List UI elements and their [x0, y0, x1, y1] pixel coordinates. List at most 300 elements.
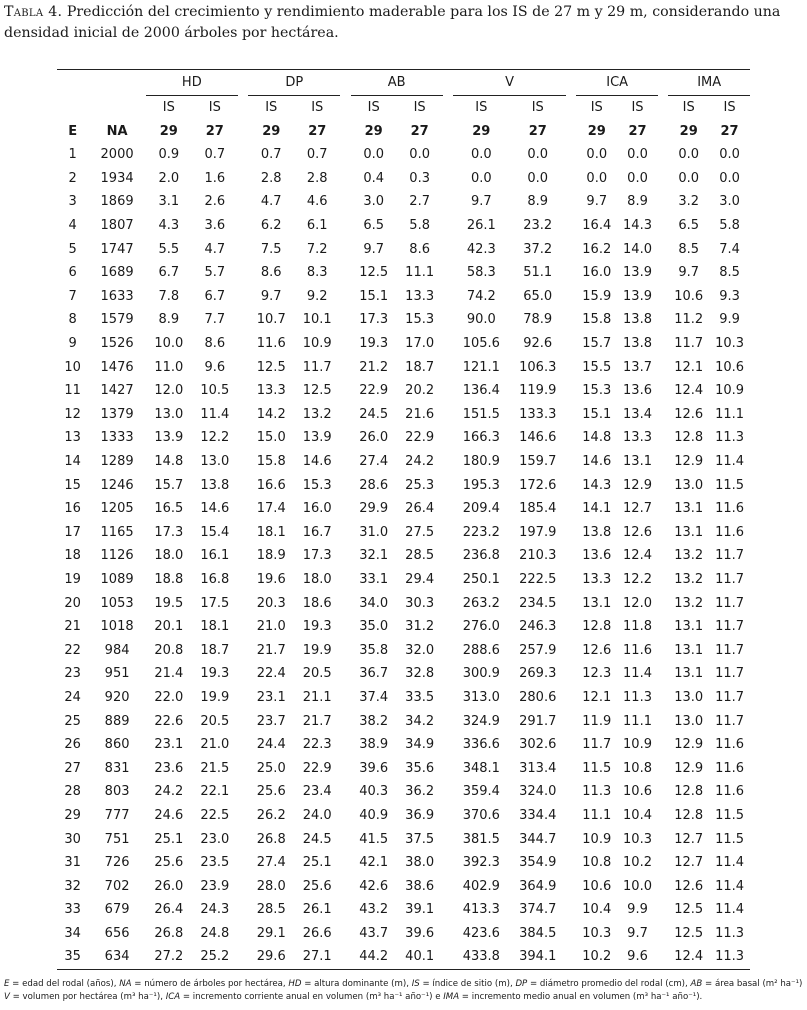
footnote-abbr: IMA	[443, 992, 460, 1002]
table-cell: 195.3	[462, 477, 500, 493]
table-cell: 6.5	[678, 218, 700, 234]
table-cell: 9.9	[719, 312, 740, 328]
gap-cell	[238, 237, 248, 261]
table-cell: 354.9	[519, 855, 557, 871]
table-cell: 5.8	[409, 218, 430, 234]
table-cell: 10.0	[154, 336, 184, 352]
gap-cell	[658, 426, 668, 450]
table-cell: 12.6	[582, 642, 612, 658]
table-cell: 21.2	[359, 359, 389, 375]
gap-cell	[238, 308, 248, 332]
table-cell: 22	[64, 642, 81, 658]
table-cell: 12.9	[674, 737, 704, 753]
gap-cell	[658, 96, 668, 120]
table-cell: 10.9	[623, 737, 652, 753]
table-cell: 394.1	[510, 945, 566, 969]
table-cell: 0.0	[586, 170, 608, 186]
gap-cell	[658, 898, 668, 922]
table-cell: 751	[104, 831, 130, 847]
table-cell: 16.2	[582, 241, 612, 257]
table-cell: 21.4	[154, 666, 184, 682]
gap-cell	[340, 686, 350, 710]
gap-cell	[238, 662, 248, 686]
table-cell: 11.1	[623, 713, 652, 729]
table-cell: 7.7	[204, 312, 226, 328]
gap-cell	[443, 709, 453, 733]
table-cell: 313.4	[519, 760, 557, 776]
table-cell: 6.2	[260, 218, 282, 234]
table-cell: 8.3	[306, 265, 328, 281]
table-row	[57, 332, 750, 356]
table-cell: 209.4	[462, 501, 500, 517]
table-cell: 21.7	[256, 642, 286, 658]
table-row	[57, 544, 750, 568]
is-value: 29	[587, 123, 606, 139]
table-cell: 23.0	[200, 831, 230, 847]
gap-cell	[238, 756, 248, 780]
is-value: 27	[528, 123, 547, 139]
footnote-text: = número de árboles por hectárea,	[131, 979, 289, 989]
gap-cell	[443, 379, 453, 403]
table-cell: 26.0	[359, 430, 389, 446]
gap-cell	[566, 355, 576, 379]
is-label: IS	[682, 100, 695, 115]
table-cell: 11.6	[715, 737, 745, 753]
table-cell: 15.8	[582, 312, 612, 328]
table-cell: 13.3	[405, 288, 435, 304]
table-cell: 16.5	[154, 501, 184, 517]
table-cell: 12.8	[674, 807, 704, 823]
table-cell: 19.3	[359, 336, 389, 352]
table-cell: 11.7	[674, 336, 704, 352]
gap-cell	[566, 214, 576, 238]
table-cell: 34.0	[359, 595, 389, 611]
table-cell: 14.1	[582, 501, 612, 517]
table-cell: 13.0	[674, 477, 704, 493]
table-cell: 374.7	[519, 902, 557, 918]
gap-cell	[238, 403, 248, 427]
table-cell: 119.9	[519, 383, 557, 399]
gap-cell	[238, 119, 248, 143]
table-cell: 12.6	[674, 406, 704, 422]
table-cell: 33.1	[359, 571, 389, 587]
table-cell: 13.9	[302, 430, 332, 446]
table-cell: 656	[104, 925, 130, 941]
gap-cell	[566, 898, 576, 922]
table-row	[57, 285, 750, 309]
table-cell: 14.6	[200, 501, 230, 517]
table-row	[57, 780, 750, 804]
is-label: IS	[475, 100, 488, 115]
gap-cell	[658, 332, 668, 356]
table-cell: 11.6	[715, 784, 745, 800]
table-cell: 384.5	[519, 925, 557, 941]
table-row	[57, 945, 750, 969]
table-cell: 42.6	[359, 878, 389, 894]
table-cell: 8.9	[627, 194, 648, 210]
table-cell: 4.7	[204, 241, 226, 257]
gap-cell	[238, 473, 248, 497]
gap-cell	[238, 426, 248, 450]
gap-cell	[566, 308, 576, 332]
table-cell: 19.6	[256, 571, 286, 587]
table-cell: 0.0	[527, 147, 549, 163]
table-cell: 11.8	[623, 619, 652, 635]
table-cell: 29.4	[405, 571, 435, 587]
table-cell: 18.7	[405, 359, 435, 375]
table-cell: 10.1	[302, 312, 332, 328]
table-cell: 276.0	[462, 619, 500, 635]
gap-cell	[443, 214, 453, 238]
table-cell: 9.7	[470, 194, 492, 210]
gap-cell	[566, 733, 576, 757]
table-cell: 1747	[100, 241, 134, 257]
table-cell: 10.6	[623, 784, 652, 800]
table-cell: 11.5	[715, 831, 745, 847]
table-row	[57, 568, 750, 592]
gap-cell	[658, 591, 668, 615]
table-cell: 392.3	[462, 855, 500, 871]
table-cell: 12.2	[200, 430, 230, 446]
gap-cell	[658, 261, 668, 285]
table-cell: 21	[64, 619, 81, 635]
gap-cell	[566, 261, 576, 285]
gap-cell	[238, 261, 248, 285]
table-cell: 1289	[100, 454, 134, 470]
table-cell: 348.1	[462, 760, 500, 776]
table-cell: 11.4	[200, 406, 230, 422]
table-cell: 2000	[100, 147, 134, 163]
gap-cell	[443, 403, 453, 427]
table-cell: 1	[68, 147, 77, 163]
gap-cell	[658, 780, 668, 804]
table-cell: 1205	[100, 501, 134, 517]
table-cell: 1018	[100, 619, 134, 635]
table-cell: 12.0	[154, 383, 184, 399]
table-cell: 288.6	[462, 642, 500, 658]
table-cell: 11.4	[715, 878, 745, 894]
table-cell: 13.1	[674, 501, 704, 517]
gap-cell	[340, 308, 350, 332]
table-cell: 18.8	[154, 571, 184, 587]
table-cell: 381.5	[462, 831, 500, 847]
table-cell: 26.8	[256, 831, 286, 847]
gap-cell	[340, 780, 350, 804]
table-cell: 24.4	[256, 737, 286, 753]
table-row	[57, 143, 750, 167]
table-cell: 324.0	[519, 784, 557, 800]
table-cell: 16.1	[200, 548, 230, 564]
group-header-ab: AB	[351, 70, 443, 96]
table-cell: 9.6	[204, 359, 226, 375]
table-row	[57, 686, 750, 710]
table-cell: 2.6	[204, 194, 226, 210]
table-cell: 10.5	[200, 383, 230, 399]
table-cell: 27.5	[405, 524, 435, 540]
table-cell: 16.6	[256, 477, 286, 493]
table-row	[57, 804, 750, 828]
table-cell: 8	[68, 312, 77, 328]
header-value-row	[57, 119, 750, 143]
is-label: IS	[413, 100, 426, 115]
table-cell: 0.0	[678, 170, 700, 186]
gap-cell	[658, 355, 668, 379]
group-header-hd: HD	[146, 70, 238, 96]
table-cell: 11.9	[582, 713, 612, 729]
table-cell: 313.0	[462, 689, 500, 705]
table-cell: 25.2	[192, 945, 238, 969]
table-cell: 13.2	[302, 406, 332, 422]
gap-cell	[238, 544, 248, 568]
gap-cell	[238, 709, 248, 733]
table-cell: 13.2	[674, 595, 704, 611]
table-cell: 12.8	[582, 619, 612, 635]
gap-cell	[340, 898, 350, 922]
table-row	[57, 308, 750, 332]
table-cell: 13.1	[674, 619, 704, 635]
table-cell: 12.7	[674, 831, 704, 847]
gap-cell	[443, 308, 453, 332]
table-cell: 22.6	[154, 713, 184, 729]
gap-cell	[443, 898, 453, 922]
table-cell: 18.0	[302, 571, 332, 587]
footnote-abbr: E	[4, 979, 10, 989]
table-cell: 1633	[100, 288, 134, 304]
table-cell: 24.6	[154, 807, 184, 823]
table-cell: 1126	[100, 548, 134, 564]
table-row	[57, 756, 750, 780]
gap-cell	[238, 733, 248, 757]
table-cell: 20.5	[200, 713, 230, 729]
table-cell: 11.6	[715, 501, 745, 517]
table-cell: 11.1	[715, 406, 745, 422]
table-cell: 344.7	[519, 831, 557, 847]
gap-cell	[340, 473, 350, 497]
gap-cell	[443, 96, 453, 120]
table-cell: 13.8	[200, 477, 230, 493]
table-cell: 334.4	[519, 807, 557, 823]
table-cell: 29.6	[248, 945, 294, 969]
table-row	[57, 662, 750, 686]
table-cell: 0.0	[627, 170, 648, 186]
table-cell: 106.3	[519, 359, 557, 375]
is-label: IS	[367, 100, 380, 115]
is-label: IS	[162, 100, 175, 115]
table-cell: 33	[64, 902, 81, 918]
gap-cell	[340, 403, 350, 427]
table-cell: 1579	[100, 312, 134, 328]
gap-cell	[443, 143, 453, 167]
table-cell: 51.1	[523, 265, 553, 281]
gap-cell	[443, 568, 453, 592]
table-cell: 20.5	[302, 666, 332, 682]
table-cell: 1333	[100, 430, 134, 446]
table-cell: 1807	[100, 218, 134, 234]
gap-cell	[566, 756, 576, 780]
gap-cell	[566, 662, 576, 686]
is-label: IS	[723, 100, 736, 115]
table-cell: 15.5	[582, 359, 612, 375]
table-cell: 11.3	[709, 945, 750, 969]
table-cell: 19.5	[154, 595, 184, 611]
table-cell: 13.8	[582, 524, 612, 540]
gap-cell	[658, 638, 668, 662]
table-cell: 0.0	[627, 147, 648, 163]
table-row	[57, 190, 750, 214]
table-cell: 7.5	[260, 241, 282, 257]
table-cell: 35	[57, 945, 88, 969]
table-cell: 20.1	[154, 619, 184, 635]
table-cell: 11.7	[715, 619, 745, 635]
gap-cell	[340, 851, 350, 875]
gap-cell	[238, 804, 248, 828]
table-cell: 26.4	[154, 902, 184, 918]
table-cell: 24	[64, 689, 81, 705]
table-cell: 831	[104, 760, 130, 776]
gap-cell	[340, 355, 350, 379]
table-cell: 11.5	[715, 477, 745, 493]
table-cell: 12.9	[674, 760, 704, 776]
table-footnote	[4, 978, 804, 1004]
table-cell: 22.1	[200, 784, 230, 800]
gap-cell	[238, 922, 248, 946]
table-cell: 27	[64, 760, 81, 776]
gap-cell	[443, 922, 453, 946]
table-cell: 5.7	[204, 265, 226, 281]
gap-cell	[658, 403, 668, 427]
table-cell: 24.0	[302, 807, 332, 823]
table-cell: 11.1	[582, 807, 612, 823]
gap-cell	[566, 285, 576, 309]
table-cell: 13.9	[623, 265, 652, 281]
table-cell: 133.3	[519, 406, 557, 422]
footnote-abbr: HD	[288, 979, 302, 989]
table-cell: 13.9	[623, 288, 652, 304]
table-cell: 26	[64, 737, 81, 753]
table-cell: 11.7	[715, 642, 745, 658]
gap-cell	[658, 662, 668, 686]
gap-cell	[566, 119, 576, 143]
is-label: IS	[265, 100, 278, 115]
table-cell: 13.8	[623, 312, 652, 328]
is-label: IS	[590, 100, 603, 115]
gap-cell	[238, 332, 248, 356]
is-value: 27	[628, 123, 647, 139]
gap-cell	[658, 733, 668, 757]
table-cell: 12.0	[623, 595, 652, 611]
blank-cell	[57, 96, 88, 120]
table-cell: 24.5	[302, 831, 332, 847]
gap-cell	[238, 190, 248, 214]
blank-cell	[88, 96, 145, 120]
table-cell: 2	[68, 170, 77, 186]
table-cell: 11.6	[715, 524, 745, 540]
table-cell: 263.2	[462, 595, 500, 611]
table-cell: 32.0	[405, 642, 435, 658]
table-cell: 35.0	[359, 619, 389, 635]
gap-cell	[566, 237, 576, 261]
table-cell: 19	[64, 571, 81, 587]
table-cell: 257.9	[519, 642, 557, 658]
table-cell: 12.7	[674, 855, 704, 871]
gap-cell	[443, 733, 453, 757]
table-cell: 11.7	[715, 666, 745, 682]
gap-cell	[566, 874, 576, 898]
gap-cell	[566, 851, 576, 875]
gap-cell	[658, 945, 668, 969]
table-row	[57, 355, 750, 379]
table-cell: 24.3	[200, 902, 230, 918]
table-cell: 7	[68, 288, 77, 304]
table-cell: 25.6	[302, 878, 332, 894]
table-cell: 13.3	[256, 383, 286, 399]
table-cell: 13.1	[582, 595, 612, 611]
table-cell: 15	[64, 477, 81, 493]
table-cell: 17	[64, 524, 81, 540]
table-cell: 860	[104, 737, 130, 753]
table-cell: 8.5	[678, 241, 700, 257]
table-cell: 13.3	[623, 430, 652, 446]
footnote-abbr: V	[4, 992, 10, 1002]
table-cell: 23.1	[256, 689, 286, 705]
table-cell: 33.5	[405, 689, 435, 705]
table-cell: 803	[104, 784, 130, 800]
table-cell: 0.0	[527, 170, 549, 186]
table-cell: 18	[64, 548, 81, 564]
gap-cell	[238, 355, 248, 379]
table-cell: 31.2	[405, 619, 435, 635]
table-cell: 43.7	[359, 925, 389, 941]
table-caption	[4, 2, 804, 44]
table-cell: 15.4	[200, 524, 230, 540]
table-cell: 34.9	[405, 737, 435, 753]
gap-cell	[340, 167, 350, 191]
table-cell: 16.7	[302, 524, 332, 540]
gap-cell	[340, 591, 350, 615]
gap-cell	[658, 285, 668, 309]
table-cell: 13.1	[674, 524, 704, 540]
table-cell: 951	[104, 666, 130, 682]
table-cell: 4.7	[260, 194, 282, 210]
table-cell: 27.2	[146, 945, 192, 969]
table-cell: 11.1	[405, 265, 435, 281]
table-cell: 4.3	[158, 218, 180, 234]
table-cell: 10.6	[674, 288, 704, 304]
table-cell: 34.2	[405, 713, 435, 729]
table-cell: 17.3	[302, 548, 332, 564]
table-cell: 13.3	[582, 571, 612, 587]
table-cell: 302.6	[519, 737, 557, 753]
table-cell: 5.5	[158, 241, 180, 257]
gap-cell	[238, 450, 248, 474]
table-cell: 27.4	[256, 855, 286, 871]
footnote-abbr: NA	[119, 979, 132, 989]
is-label: IS	[208, 100, 221, 115]
is-value: 29	[159, 123, 178, 139]
table-cell: 2.8	[260, 170, 282, 186]
gap-cell	[340, 756, 350, 780]
gap-cell	[566, 332, 576, 356]
is-value: 27	[720, 123, 739, 139]
table-cell: 4.6	[306, 194, 328, 210]
table-row	[57, 426, 750, 450]
gap-cell	[238, 379, 248, 403]
table-row	[57, 615, 750, 639]
table-cell: 250.1	[462, 571, 500, 587]
gap-cell	[238, 167, 248, 191]
table-cell: 26.0	[154, 878, 184, 894]
table-cell: 13.8	[623, 336, 652, 352]
